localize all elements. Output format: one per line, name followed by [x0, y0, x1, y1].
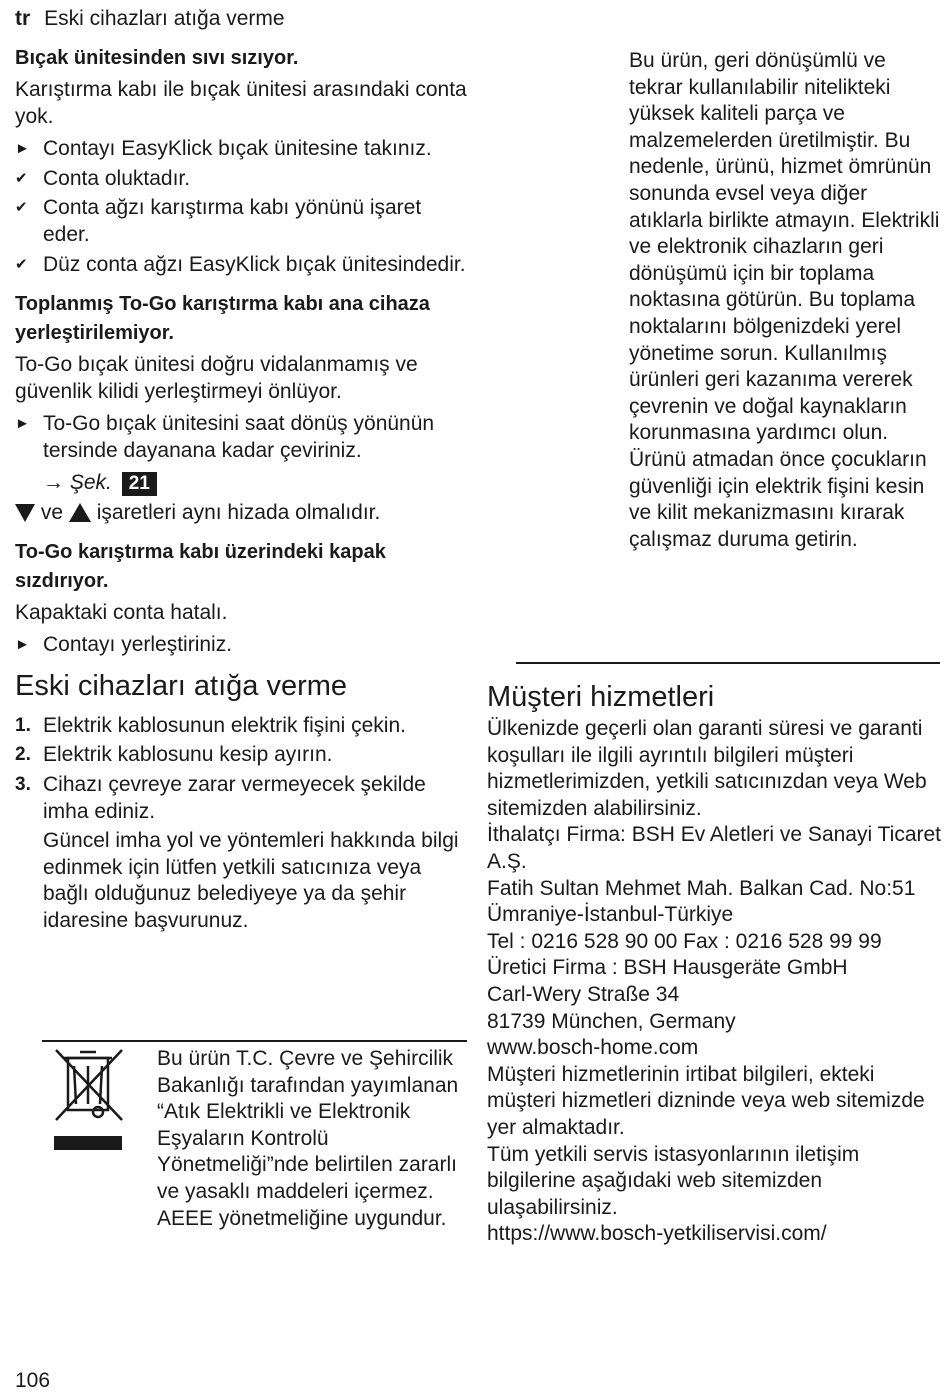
header-title: Eski cihazları atığa verme	[44, 7, 285, 30]
check-item	[15, 252, 467, 279]
step-number: 2.	[15, 744, 31, 766]
numbered-step-text: Elektrik kablosunu kesip ayırın.	[43, 743, 333, 767]
numbered-step	[15, 772, 467, 825]
check-item-text: Conta oluktadır.	[43, 166, 191, 190]
service-stations-info: Tüm yetkili servis istasyonlarının iletişim bilgilerine aşağıdaki web sitemizden ulaşabilirsiniz.	[487, 1142, 860, 1219]
customer-service-section	[487, 680, 941, 1248]
customer-service-heading: Müşteri hizmetleri	[487, 681, 715, 713]
recycling-text: Bu ürün, geri dönüşümlü ve tekrar kullanılabilir nitelikteki yüksek kaliteli parça ve malzemelerden üretilmiştir. Bu nedenle, ürünü, hizmet ömrünün sonunda evsel veya diğer atıklarla birlikte atmayın. Elektrikli ve elektronik cihazların geri dönüşümü için bir toplama noktasına götürün. Bu toplama noktalarını bölgenizdeki yerel yönetime sorun. Kullanılmış ürünleri geri kazanıma vererek çevrenin ve doğal kaynakların korunmasına yardımcı olun. Ürünü atmadan önce çocukların güvenliği için elektrik fişini kesin ve kilit mekanizmasını kırarak çalışmaz duruma getirin.	[629, 49, 940, 551]
figure-number-badge: 21	[122, 472, 157, 496]
manufacturer-city: 81739 München, Germany	[487, 1009, 736, 1033]
left-column	[15, 44, 467, 934]
checkmark-icon: ✔	[15, 199, 28, 217]
action-step-text: Contayı yerleştiriniz.	[43, 633, 233, 657]
check-item	[15, 195, 467, 248]
step-triangle-icon: ►	[15, 140, 30, 158]
step-triangle-icon: ►	[15, 636, 30, 654]
manufacturer-name: Üretici Firma : BSH Hausgeräte GmbH	[487, 956, 848, 980]
disposal-continuation: Güncel imha yol ve yöntemleri hakkında bilgi edinmek için lütfen yetkili satıcınıza veya bağlı olduğunuz belediyeye ya da şehir idaresine başvurunuz.	[43, 829, 459, 932]
weee-compliance-text	[157, 1046, 467, 1232]
problem-heading-togo-fit: Toplanmış To-Go karıştırma kabı ana cihaza yerleştirilemiyor.	[15, 293, 430, 345]
triangle-up-icon	[69, 503, 91, 522]
numbered-step-text: Elektrik kablosunun elektrik fişini çekin.	[43, 713, 406, 737]
warranty-info: Ülkenizde geçerli olan garanti süresi ve garanti koşulları ile ilgili ayrıntılı bilgileri müşteri hizmetlerimizden, yetkili satıcınızdan veya Web sitemizden alabilirsiniz.	[487, 717, 927, 820]
action-step	[15, 411, 467, 464]
section-divider	[516, 662, 940, 664]
crossed-out-wheelie-bin-icon	[50, 1046, 126, 1161]
importer-city: Ümraniye-İstanbul-Türkiye	[487, 903, 734, 927]
arrow-icon: →	[43, 470, 64, 494]
alignment-note-and: ve	[40, 500, 64, 524]
figure-reference-label: Şek.	[69, 470, 112, 494]
manufacturer-street: Carl-Wery Straße 34	[487, 982, 680, 1006]
step-number: 3.	[15, 773, 31, 795]
action-step-text: Contayı EasyKlick bıçak ünitesine takınız.	[43, 137, 432, 161]
service-website-link[interactable]: https://www.bosch-yetkiliservisi.com/	[487, 1222, 827, 1246]
numbered-step	[15, 713, 467, 740]
step-number: 1.	[15, 714, 31, 736]
figure-reference	[15, 468, 467, 498]
problem-heading-lid-leak: To-Go karıştırma kabı üzerindeki kapak sızdırıyor.	[15, 540, 386, 592]
running-header	[15, 6, 285, 32]
section-divider	[42, 1040, 467, 1042]
alignment-note-text: işaretleri aynı hizada olmalıdır.	[96, 500, 381, 524]
page-number: 106	[15, 1369, 51, 1392]
weee-conformity: AEEE yönetmeliğine uygundur.	[157, 1206, 447, 1230]
numbered-step-text: Cihazı çevreye zarar vermeyecek şekilde imha ediniz.	[43, 772, 426, 823]
language-code: tr	[15, 7, 31, 30]
checkmark-icon: ✔	[15, 255, 28, 273]
importer-name: İthalatçı Firma: BSH Ev Aletleri ve Sanayi Ticaret A.Ş.	[487, 823, 942, 873]
manufacturer-website-link[interactable]: www.bosch-home.com	[487, 1036, 699, 1060]
numbered-step	[15, 742, 467, 769]
service-directory-info: Müşteri hizmetlerinin irtibat bilgileri, ekteki müşteri hizmetleri dizninde veya web sitemizde yer almaktadır.	[487, 1062, 925, 1139]
check-item-text: Conta ağzı karıştırma kabı yönünü işaret eder.	[43, 196, 422, 246]
action-step	[15, 136, 467, 163]
problem-heading-leak: Bıçak ünitesinden sıvı sızıyor.	[15, 47, 299, 69]
recycling-info	[629, 48, 941, 553]
checkmark-icon: ✔	[15, 169, 28, 187]
alignment-note	[15, 498, 467, 528]
contact-phone-fax: Tel : 0216 528 90 00 Fax : 0216 528 99 99	[487, 929, 882, 953]
cause-text: Karıştırma kabı ile bıçak ünitesi arasındaki conta yok.	[15, 78, 467, 128]
step-triangle-icon: ►	[15, 415, 30, 433]
action-step-text: To-Go bıçak ünitesini saat dönüş yönünün tersinde dayanana kadar çeviriniz.	[43, 412, 435, 462]
importer-address: Fatih Sultan Mehmet Mah. Balkan Cad. No:51	[487, 876, 916, 900]
check-item	[15, 166, 467, 193]
action-step	[15, 632, 467, 659]
triangle-down-icon	[15, 504, 35, 522]
weee-statement: Bu ürün T.C. Çevre ve Şehircilik Bakanlığı tarafından yayımlanan “Atık Elektrikli ve Elektronik Eşyaların Kontrolü Yönetmeliği”nde belirtilen zararlı ve yasaklı maddeleri içermez.	[157, 1047, 459, 1203]
cause-text: Kapaktaki conta hatalı.	[15, 600, 228, 624]
cause-text: To-Go bıçak ünitesi doğru vidalanmamış ve güvenlik kilidi yerleştirmeyi önlüyor.	[15, 353, 418, 403]
disposal-heading: Eski cihazları atığa verme	[15, 669, 348, 702]
check-item-text: Düz conta ağzı EasyKlick bıçak ünitesindedir.	[43, 252, 466, 276]
